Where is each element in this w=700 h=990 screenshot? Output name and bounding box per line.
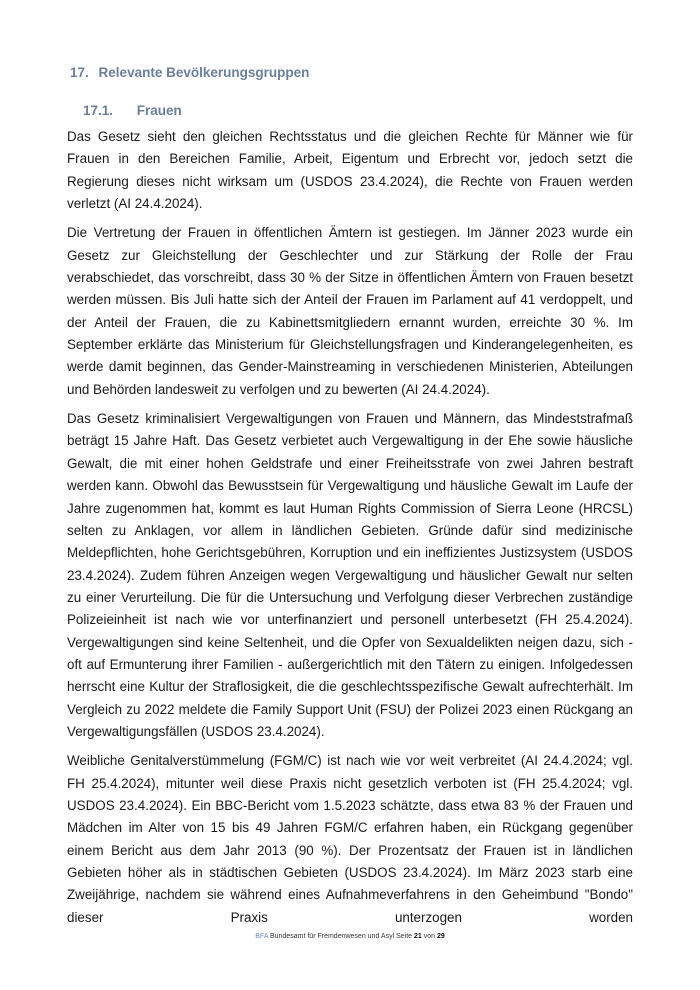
footer-page-label: Seite [396, 933, 413, 940]
subsection-number: 17.1. [83, 103, 114, 118]
subsection-heading [83, 103, 182, 118]
bfa-logo: BFA [255, 933, 269, 940]
section-title: Relevante Bevölkerungsgruppen [98, 65, 310, 80]
footer-of-label: von [423, 933, 436, 940]
paragraph: Das Gesetz kriminalisiert Vergewaltigungen von Frauen und Männern, das Mindeststrafmaß beträgt 15 Jahre Haft. Das Gesetz verbietet auch Vergewaltigung in der Ehe sowie häusliche Gewalt, die mit einer hohen Geldstrafe und einer Freiheitsstrafe von zwei Jahren bestraft werden kann. Obwohl das Bewusstsein für Vergewaltigung und häusliche Gewalt im Laufe der Jahre zugenommen hat, kommt es laut Human Rights Commission of Sierra Leone (HRCSL) selten zu Anklagen, vor allem in ländlichen Gebieten. Gründe dafür sind medizinische Meldepflichten, hohe Gerichtsgebühren, Korruption und ein ineffizientes Justizsystem (USDOS 23.4.2024). Zudem führen Anzeigen wegen Vergewaltigung und häuslicher Gewalt nur selten zu einer Verurteilung. Die für die Untersuchung und Verfolgung dieser Verbrechen zuständige Polizeieinheit ist nach wie vor unterfinanziert und personell unterbesetzt (FH 25.4.2024). Vergewaltigungen sind keine Seltenheit, und die Opfer von Sexualdelikten neigen dazu, sich - oft auf Ermunterung ihrer Familien - außergerichtlich mit den Tätern zu einigen. Infolgedessen herrscht eine Kultur der Straflosigkeit, die die geschlechtsspezifische Gewalt aufrechterhält. Im Vergleich zu 2022 meldete die Family Support Unit (FSU) der Polizei 2023 einen Rückgang an Vergewaltigungsfällen (USDOS 23.4.2024). [67, 411, 633, 739]
section-number: 17. [70, 65, 89, 80]
paragraph: Weibliche Genitalverstümmelung (FGM/C) ist nach wie vor weit verbreitet (AI 24.4.2024; vgl. FH 25.4.2024), mitunter weil diese Praxis nicht gesetzlich verboten ist (FH 25.4.2024; vgl. USDOS 23.4.2024). Ein BBC-Bericht vom 1.5.2023 schätzte, dass etwa 83 % der Frauen und Mädchen im Alter von 15 bis 49 Jahren FGM/C erfahren haben, ein Rückgang gegenüber einem Bericht aus dem Jahr 2013 (90 %). Der Prozentsatz der Frauen ist in ländlichen Gebieten höher als in städtischen Gebieten (USDOS 23.4.2024). Im März 2023 starb eine Zweijährige, nachdem sie während eines Aufnahmeverfahrens in den Geheimbund "Bondo" dieser Praxis unterzogen worden [67, 753, 633, 925]
page-total: 29 [437, 933, 445, 940]
page-footer [0, 933, 700, 940]
page-number: 21 [414, 933, 422, 940]
paragraph: Das Gesetz sieht den gleichen Rechtsstatus und die gleichen Rechte für Männer wie für Frauen in den Bereichen Familie, Arbeit, Eigentum und Erbrecht vor, jedoch setzt die Regierung dieses nicht wirksam um (USDOS 23.4.2024), die Rechte von Frauen werden verletzt (AI 24.4.2024). [67, 129, 633, 212]
subsection-title: Frauen [136, 103, 182, 118]
document-body [67, 126, 633, 936]
section-heading [70, 65, 309, 80]
footer-org: Bundesamt für Fremdenwesen und Asyl [270, 933, 395, 940]
paragraph: Die Vertretung der Frauen in öffentlichen Ämtern ist gestiegen. Im Jänner 2023 wurde ein Gesetz zur Gleichstellung der Geschlechter und zur Stärkung der Rolle der Frau verabschiedet, das vorschreibt, dass 30 % der Sitze in öffentlichen Ämtern von Frauen besetzt werden müssen. Bis Juli hatte sich der Anteil der Frauen im Parlament auf 41 verdoppelt, und der Anteil der Frauen, die zu Kabinettsmitgliedern ernannt wurden, erreichte 30 %. Im September erklärte das Ministerium für Gleichstellungsfragen und Kinderangelegenheiten, es werde damit beginnen, das Gender-Mainstreaming in verschiedenen Ministerien, Abteilungen und Behörden landesweit zu verfolgen und zu bewerten (AI 24.4.2024). [67, 225, 633, 397]
